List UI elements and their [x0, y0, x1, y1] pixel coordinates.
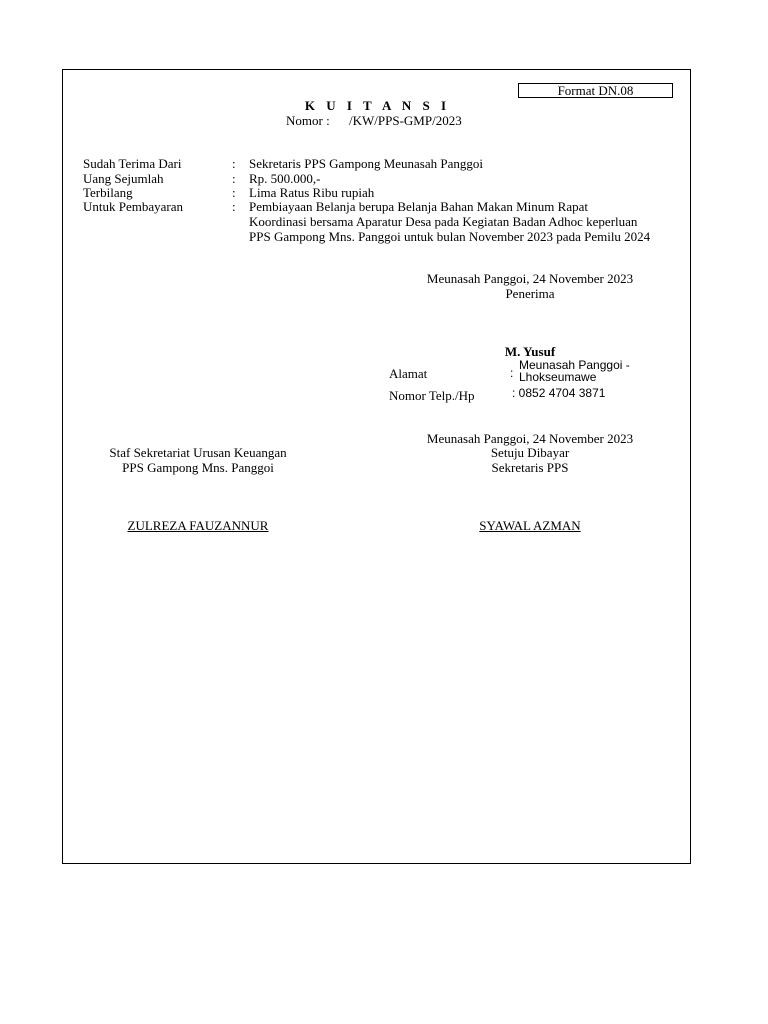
right-signatory-role: Sekretaris PPS — [491, 460, 569, 475]
field-value: Pembiayaan Belanja berupa Belanja Bahan Makan Minum Rapat — [249, 199, 588, 214]
telp-value: : 0852 4704 3871 — [512, 386, 606, 400]
receipt-title: K U I T A N S I — [304, 98, 451, 113]
field-colon: : — [232, 156, 236, 171]
field-value: Sekretaris PPS Gampong Meunasah Panggoi — [249, 156, 483, 171]
receiver-place-date: Meunasah Panggoi, 24 November 2023 — [426, 271, 634, 286]
right-signatory-approval: Setuju Dibayar — [490, 445, 570, 460]
receiver-name: M. Yusuf — [504, 344, 556, 359]
left-signatory-role: PPS Gampong Mns. Panggoi — [122, 460, 274, 475]
field-colon: : — [232, 171, 236, 186]
nomor-label: Nomor : — [286, 113, 330, 128]
payment-continuation-line: PPS Gampong Mns. Panggoi untuk bulan November 2023 pada Pemilu 2024 — [249, 229, 651, 244]
payment-continuation-line: Koordinasi bersama Aparatur Desa pada Kegiatan Badan Adhoc keperluan — [249, 214, 638, 229]
left-signatory-role: Staf Sekretariat Urusan Keuangan — [109, 445, 287, 460]
field-value: Rp. 500.000,- — [249, 171, 321, 186]
field-label: Sudah Terima Dari — [83, 156, 182, 171]
field-colon: : — [232, 199, 236, 214]
field-label: Terbilang — [83, 185, 133, 200]
field-value: Lima Ratus Ribu rupiah — [249, 185, 375, 200]
field-label: Untuk Pembayaran — [83, 199, 184, 214]
receiver-role: Penerima — [505, 286, 555, 301]
alamat-line: Meunasah Panggoi - — [519, 358, 630, 372]
right-signatory-name: SYAWAL AZMAN — [479, 518, 581, 533]
alamat-colon: : — [510, 366, 514, 380]
alamat-line: Lhokseumawe — [519, 370, 597, 384]
left-signatory-name: ZULREZA FAUZANNUR — [127, 518, 269, 533]
field-label: Uang Sejumlah — [83, 171, 164, 186]
alamat-label: Alamat — [389, 366, 428, 381]
field-colon: : — [232, 185, 236, 200]
nomor-value: /KW/PPS-GMP/2023 — [349, 113, 462, 128]
telp-label: Nomor Telp./Hp — [389, 388, 475, 403]
right-signatory-place-date: Meunasah Panggoi, 24 November 2023 — [426, 431, 634, 446]
format-label: Format DN.08 — [518, 83, 673, 98]
